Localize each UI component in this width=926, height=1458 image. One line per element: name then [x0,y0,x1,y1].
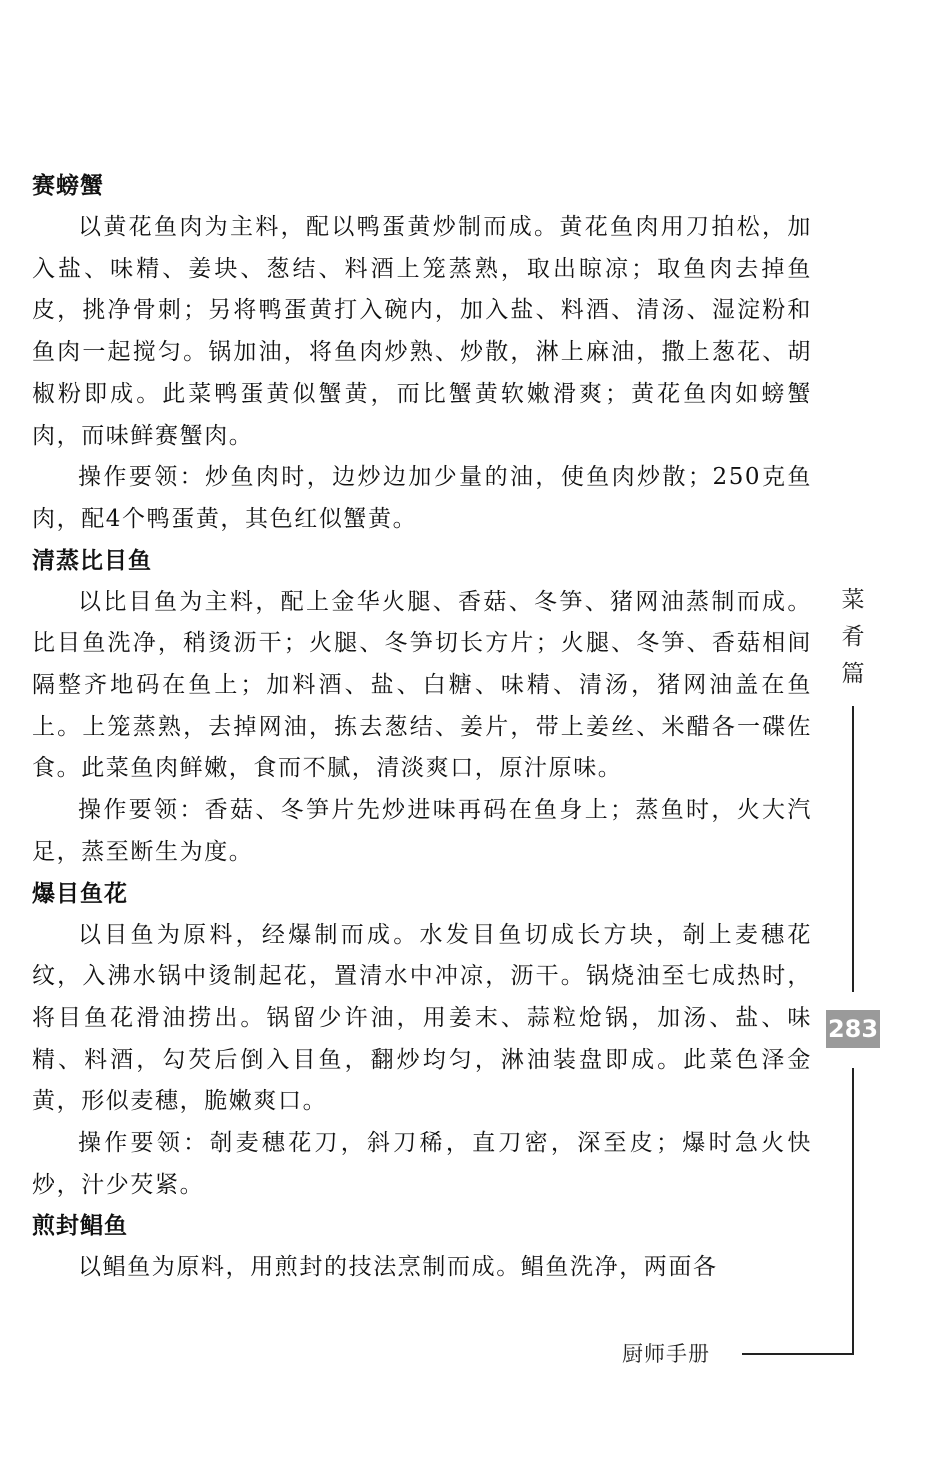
recipe-description: 以鲳鱼为原料，用煎封的技法烹制而成。鲳鱼洗净，两面各 [78,1254,718,1281]
recipe-title: 爆目鱼花 [32,880,128,907]
recipe-title: 赛螃蟹 [32,173,104,199]
recipe-description: 以黄花鱼肉为主料，配以鸭蛋黄炒制而成。黄花鱼肉用刀拍松，加入盐、味精、姜块、葱结、料酒上笼蒸熟，取出晾凉；取鱼肉去掉鱼皮，挑净骨刺；另将鸭蛋黄打入碗内，加入盐、料酒、清汤、湿淀粉和鱼肉一起搅匀。锅加油，将鱼肉炒熟、炒散，淋上麻油，撒上葱花、胡椒粉即成。此菜鸭蛋黄似蟹黄，而比蟹黄软嫩滑爽；黄花鱼肉如螃蟹肉，而味鲜赛蟹肉。 [32,214,812,449]
recipe-tips: 操作要领：剞麦穗花刀，斜刀稀，直刀密，深至皮；爆时急火快炒，汁少芡紧。 [32,1130,812,1198]
footer-rule [742,1353,854,1355]
section-tab-char: 肴 [841,624,865,650]
recipe-tips: 操作要领：炒鱼肉时，边炒边加少量的油，使鱼肉炒散；250克鱼肉，配4个鸭蛋黄，其色红似蟹黄。 [32,464,812,532]
recipe-description: 以比目鱼为主料，配上金华火腿、香菇、冬笋、猪网油蒸制而成。比目鱼洗净，稍烫沥干；火腿、冬笋切长方片；火腿、冬笋、香菇相间隔整齐地码在鱼上；加料酒、盐、白糖、味精、清汤，猪网油盖在鱼上。上笼蒸熟，去掉网油，拣去葱结、姜片，带上姜丝、米醋各一碟佐食。此菜鱼肉鲜嫩，食而不腻，清淡爽口，原汁原味。 [32,588,812,782]
recipe-description: 以目鱼为原料，经爆制而成。水发目鱼切成长方块，剞上麦穗花纹，入沸水锅中烫制起花，置清水中冲凉，沥干。锅烧油至七成热时，将目鱼花滑油捞出。锅留少许油，用姜末、蒜粒炝锅，加汤、盐、味精、料酒，勾芡后倒入目鱼，翻炒均匀，淋油装盘即成。此菜色泽金黄，形似麦穗，脆嫩爽口。 [32,921,812,1115]
page-number: 283 [826,1010,880,1048]
main-text-column [32,166,812,1289]
recipe-tips: 操作要领：香菇、冬笋片先炒进味再码在鱼身上；蒸鱼时，火大汽足，蒸至断生为度。 [32,797,812,865]
margin-rule-upper [852,706,854,992]
section-tab-char: 篇 [841,661,865,687]
recipe-title: 清蒸比目鱼 [32,547,152,574]
recipe-title: 煎封鲳鱼 [32,1213,128,1240]
section-tab [838,582,868,693]
section-tab-char: 菜 [841,587,865,613]
margin-rule-lower [852,1068,854,1354]
footer-book-title: 厨师手册 [622,1342,710,1366]
